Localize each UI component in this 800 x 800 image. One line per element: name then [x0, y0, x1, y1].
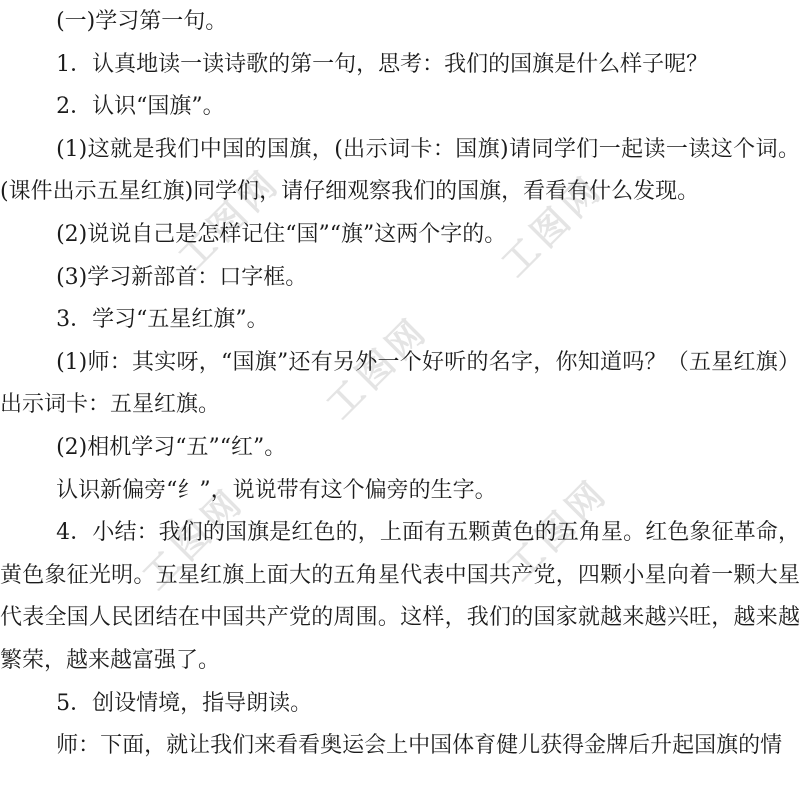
- doc-paragraph-step-5: 5．创设情境，指导朗读。: [56, 690, 313, 716]
- watermark-text: 工图网: [499, 471, 618, 590]
- doc-paragraph-step-3: 3．学习“五星红旗”。: [56, 307, 269, 333]
- watermark-text: 工图网: [135, 480, 254, 599]
- doc-paragraph-step-2: 2．认识“国旗”。: [56, 94, 225, 120]
- doc-paragraph-teacher-line: 师：下面，就让我们来看看奥运会上中国体育健儿获得金牌后升起国旗的情: [56, 733, 783, 759]
- doc-paragraph-step-3-item-2-note: 认识新偏旁“纟”，说说带有这个偏旁的生字。: [56, 477, 497, 503]
- watermark-text: 工图网: [319, 309, 438, 428]
- doc-paragraph-step-3-item-2: (2)相机学习“五”“红”。: [56, 434, 287, 460]
- doc-paragraph-step-1: 1．认真地读一读诗歌的第一句，思考：我们的国旗是什么样子呢？: [56, 51, 709, 77]
- watermark-text: 工图网: [171, 161, 290, 280]
- doc-paragraph-section-heading: (一)学习第一句。: [56, 9, 228, 34]
- doc-paragraph-step-3-item-1: (1)师：其实呀，“国旗”还有另外一个好听的名字，你知道吗？（五星红旗）出示词卡：五星红旗。: [0, 349, 800, 418]
- doc-paragraph-step-2-item-3: (3)学习新部首：口字框。: [56, 264, 308, 290]
- watermark-text: 工图网: [494, 167, 613, 286]
- doc-paragraph-step-4-summary: 4．小结：我们的国旗是红色的，上面有五颗黄色的五角星。红色象征革命，黄色象征光明。五星红旗上面大的五角星代表中国共产党，四颗小星向着一颗大星代表全国人民团结在中国共产党的周围。这样，我们的国家就越来越兴旺，越来越繁荣，越来越富强了。: [0, 520, 800, 673]
- doc-paragraph-step-2-item-2: (2)说说自己是怎样记住“国”“旗”这两个字的。: [56, 221, 507, 247]
- doc-paragraph-step-2-item-1: (1)这就是我们中国的国旗，(出示词卡：国旗)请同学们一起读一读这个词。(课件出示五星红旗)同学们，请仔细观察我们的国旗，看看有什么发现。: [0, 136, 800, 205]
